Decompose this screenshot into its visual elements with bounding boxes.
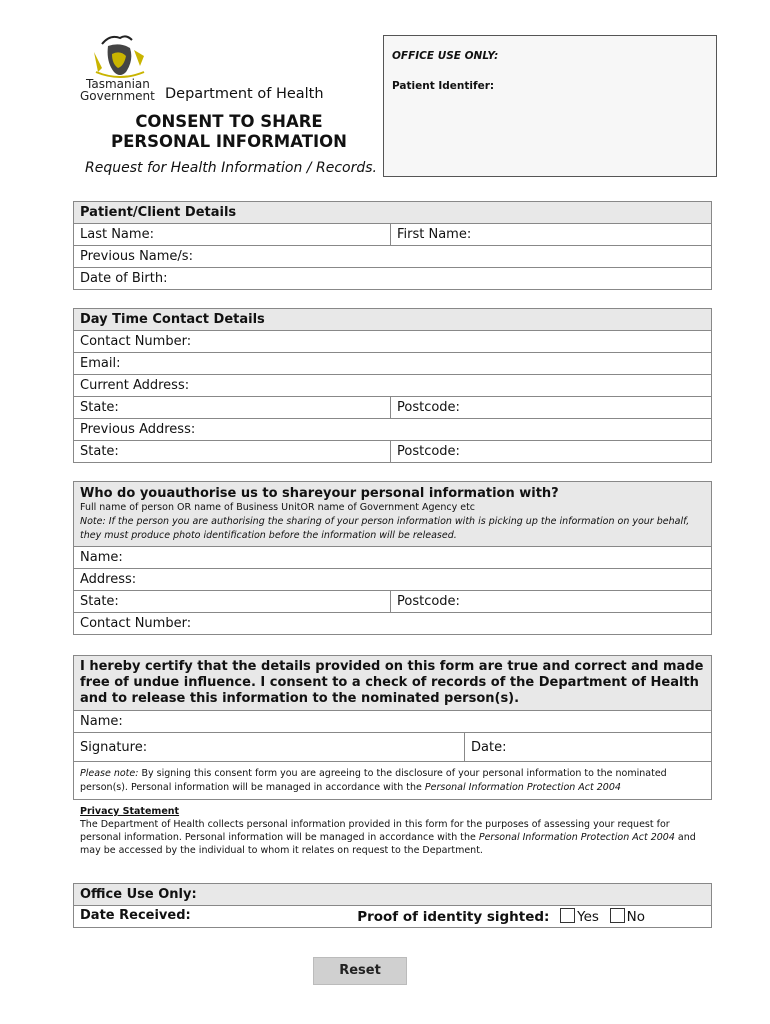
certify-table <box>73 655 712 800</box>
privacy-text-1: The Department of Health collects personal information provided in this form for the purposes of assessing your request for personal information. Personal information will be managed in accordance with the <box>80 819 670 843</box>
date-received-label: Date Received: <box>80 908 191 923</box>
authorise-heading-cell <box>74 482 712 547</box>
authorise-note: Note: If the person you are authorising the sharing of your person information with is picking up the information on your behalf, they must produce photo identification before the information will be released. <box>80 516 690 541</box>
certify-name-field[interactable]: Name: <box>74 711 712 733</box>
no-checkbox[interactable] <box>610 908 625 923</box>
logo-text <box>80 78 155 102</box>
certify-note <box>80 767 705 795</box>
form-subtitle: Request for Health Information / Records. <box>85 160 377 176</box>
privacy-text-2: and may be accessed by the individual to whom it relates on request to the Department. <box>80 832 696 856</box>
privacy-heading: Privacy Statement <box>80 806 180 817</box>
office-use-box <box>383 35 717 177</box>
certify-note-text: By signing this consent form you are agreeing to the disclosure of your personal information to the nominated person(s). Personal information will be managed in accordance with the <box>80 768 667 793</box>
previous-names-field[interactable]: Previous Name/s: <box>74 246 712 268</box>
certify-statement: I hereby certify that the details provided on this form are true and correct and made free of undue influence. I consent to a check of records of the Department of Health and to release this information to the nominated person(s). <box>74 656 712 711</box>
privacy-text <box>80 818 712 857</box>
office-use-table <box>73 883 712 928</box>
proof-of-identity <box>357 908 705 925</box>
patient-identifier-label: Patient Identifer: <box>392 80 495 92</box>
authorise-heading: Who do youauthorise us to shareyour personal information with? <box>80 486 559 501</box>
previous-postcode-field[interactable]: Postcode: <box>391 441 712 463</box>
authorised-name-field[interactable]: Name: <box>74 547 712 569</box>
form-title <box>84 112 374 152</box>
state-field[interactable]: State: <box>74 397 391 419</box>
office-use-only-heading: Office Use Only: <box>74 884 712 906</box>
privacy-statement <box>80 805 712 857</box>
certify-note-cell <box>74 762 712 800</box>
no-label: No <box>626 909 645 925</box>
authorised-state-field[interactable]: State: <box>74 591 391 613</box>
authorise-table <box>73 481 712 635</box>
yes-checkbox[interactable] <box>560 908 575 923</box>
current-address-field[interactable]: Current Address: <box>74 375 712 397</box>
authorise-subline: Full name of person OR name of Business UnitOR name of Government Agency etc <box>80 502 476 513</box>
first-name-field[interactable]: First Name: <box>391 224 712 246</box>
contact-number-field[interactable]: Contact Number: <box>74 331 712 353</box>
contact-details-table <box>73 308 712 463</box>
date-field[interactable]: Date: <box>465 733 712 762</box>
patient-details-heading: Patient/Client Details <box>74 202 712 224</box>
office-use-heading: OFFICE USE ONLY: <box>392 50 499 62</box>
previous-address-field[interactable]: Previous Address: <box>74 419 712 441</box>
logo-line-2: Government <box>80 89 155 103</box>
title-line-2: PERSONAL INFORMATION <box>111 132 347 151</box>
authorised-address-field[interactable]: Address: <box>74 569 712 591</box>
office-use-row <box>74 906 712 928</box>
authorised-postcode-field[interactable]: Postcode: <box>391 591 712 613</box>
certify-note-act: Personal Information Protection Act 2004 <box>424 782 621 793</box>
patient-details-table <box>73 201 712 290</box>
dob-field[interactable]: Date of Birth: <box>74 268 712 290</box>
last-name-field[interactable]: Last Name: <box>74 224 391 246</box>
reset-button[interactable]: Reset <box>313 957 407 985</box>
yes-label: Yes <box>577 909 599 925</box>
proof-label: Proof of identity sighted: <box>357 909 550 925</box>
certify-note-label: Please note: <box>80 768 139 779</box>
privacy-act: Personal Information Protection Act 2004 <box>478 832 675 843</box>
authorised-contact-field[interactable]: Contact Number: <box>74 613 712 635</box>
contact-details-heading: Day Time Contact Details <box>74 309 712 331</box>
logo-line-1: Tasmanian <box>86 77 150 91</box>
department-name: Department of Health <box>165 86 324 102</box>
email-field[interactable]: Email: <box>74 353 712 375</box>
signature-field[interactable]: Signature: <box>74 733 465 762</box>
postcode-field[interactable]: Postcode: <box>391 397 712 419</box>
title-line-1: CONSENT TO SHARE <box>135 112 323 131</box>
previous-state-field[interactable]: State: <box>74 441 391 463</box>
